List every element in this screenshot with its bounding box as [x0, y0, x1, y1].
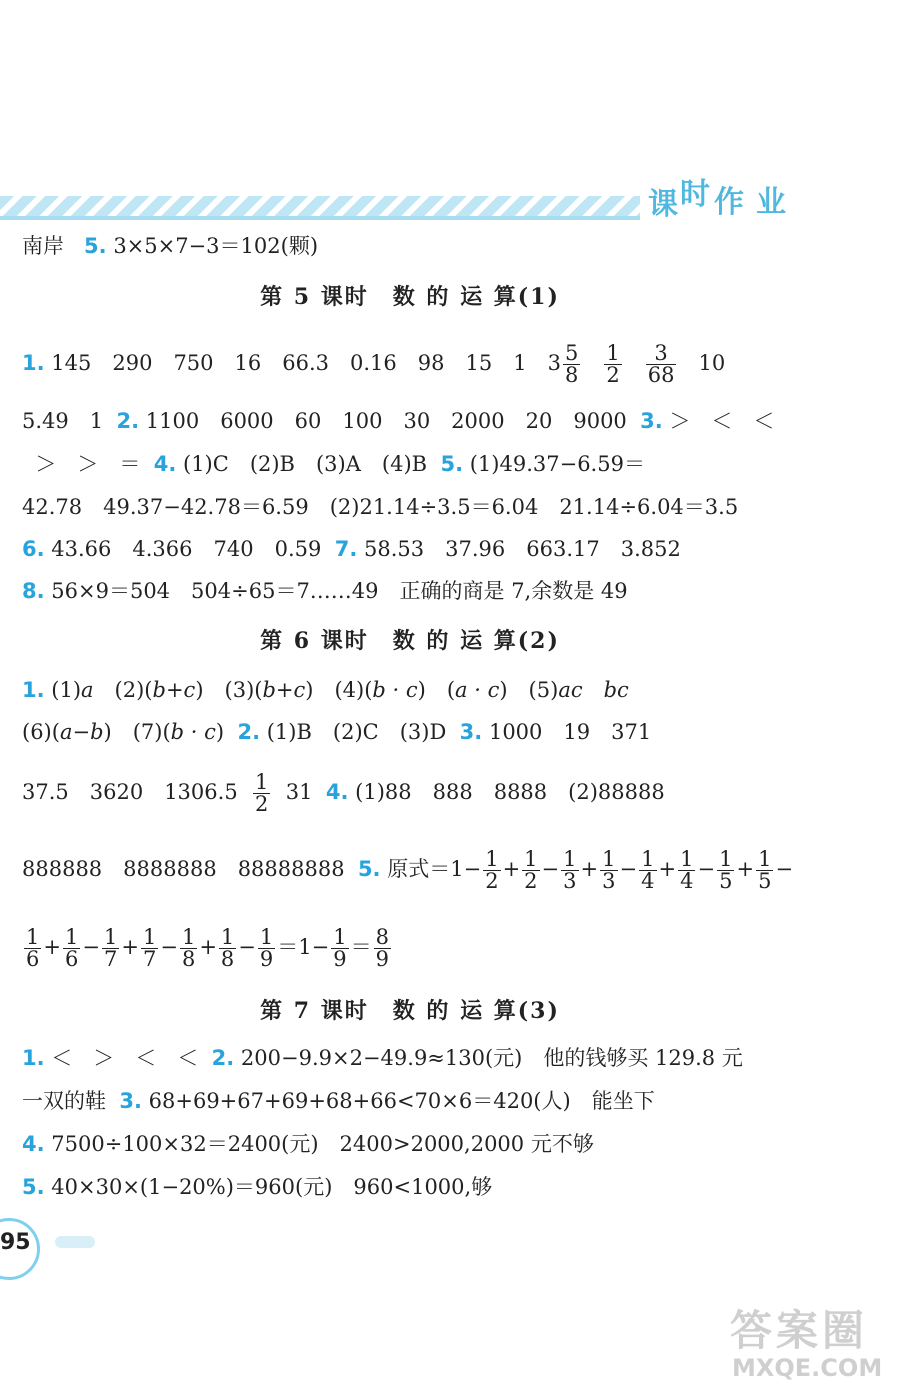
answer-line: 8. 56×9＝504 504÷65＝7……49 正确的商是 7,余数是 49: [22, 579, 628, 603]
page-decoration: [55, 1236, 95, 1248]
answer-line: 5. 40×30×(1−20%)＝960(元) 960<1000,够: [22, 1175, 493, 1199]
answer-line: ＞ ＞ ＝ 4. (1)C (2)B (3)A (4)B 5. (1)49.37−6.59＝: [35, 452, 645, 476]
watermark-logo: 答案圈 MXQE.COM: [730, 1306, 883, 1382]
answer-line: 1. (1)a (2)(b+c) (3)(b+c) (4)(b · c) (a · c) (5)ac bc: [22, 678, 629, 702]
answer-line: $\frac{1}{6}$ + $\frac{1}{6}$ − $\frac{1}{7}$ + $\frac{1}{7}$ − $\frac{1}{8}$ + $\frac{1}{8}$ − $\frac{1}{9}$ ＝1− $\frac{1}{9}$ ＝ $\frac{8}{9}$: [26, 925, 389, 971]
answer-line: 37.5 3620 1306.5 $\frac{1}{2}$ 31 4. (1)88 888 8888 (2)88888: [22, 770, 665, 816]
answer-line: 5.49 1 2. 1100 6000 60 100 30 2000 20 9000 3. ＞ ＜ ＜: [22, 409, 775, 433]
answer-line: 4. 7500÷100×32＝2400(元) 2400>2000,2000 元不够: [22, 1132, 594, 1156]
answer-line: 6. 43.66 4.366 740 0.59 7. 58.53 37.96 663.17 3.852: [22, 537, 681, 561]
answer-line: 一双的鞋 3. 68+69+67+69+68+66<70×6＝420(人) 能坐下: [22, 1089, 655, 1113]
section-title: 第 5 课时 数 的 运 算(1): [260, 284, 560, 310]
page-number: 95: [0, 1230, 31, 1255]
brand-logo: 课 时 作 业: [648, 177, 786, 222]
answer-line: 42.78 49.37−42.78＝6.59 (2)21.14÷3.5＝6.04 21.14÷6.04＝3.5: [22, 495, 739, 519]
fraction: $\frac{3}{68}$: [647, 341, 675, 387]
section-title: 第 6 课时 数 的 运 算(2): [260, 628, 560, 654]
answer-line: 南岸 5. 3×5×7−3＝102(颗): [22, 234, 319, 258]
header-stripe: [0, 196, 640, 216]
fraction: $\frac{5}{8}$: [564, 341, 579, 387]
answer-line: 1. 145 290 750 16 66.3 0.16 98 15 1 3 $\frac{5}{8}$ $\frac{1}{2}$ $\frac{3}{68}$ 10: [22, 341, 726, 387]
fraction: $\frac{1}{2}$: [255, 770, 269, 816]
answer-line: 1. ＜ ＞ ＜ ＜ 2. 200−9.9×2−49.9≈130(元) 他的钱够买 129.8 元: [22, 1046, 743, 1070]
fraction: $\frac{1}{2}$: [606, 341, 620, 387]
header-stripe-underline: [0, 216, 640, 220]
answer-line: (6)(a−b) (7)(b · c) 2. (1)B (2)C (3)D 3. 1000 19 371: [22, 720, 652, 744]
section-title: 第 7 课时 数 的 运 算(3): [260, 998, 560, 1024]
answer-line: 888888 8888888 88888888 5. 原式＝1− $\frac{1}{2}$ + $\frac{1}{2}$ − $\frac{1}{3}$ + $\frac{1}{3}$ − $\frac{1}{4}$ + $\frac{1}{4}$ − $\frac{1}{5}$ + $\frac{1}{5}$ −: [22, 847, 794, 893]
